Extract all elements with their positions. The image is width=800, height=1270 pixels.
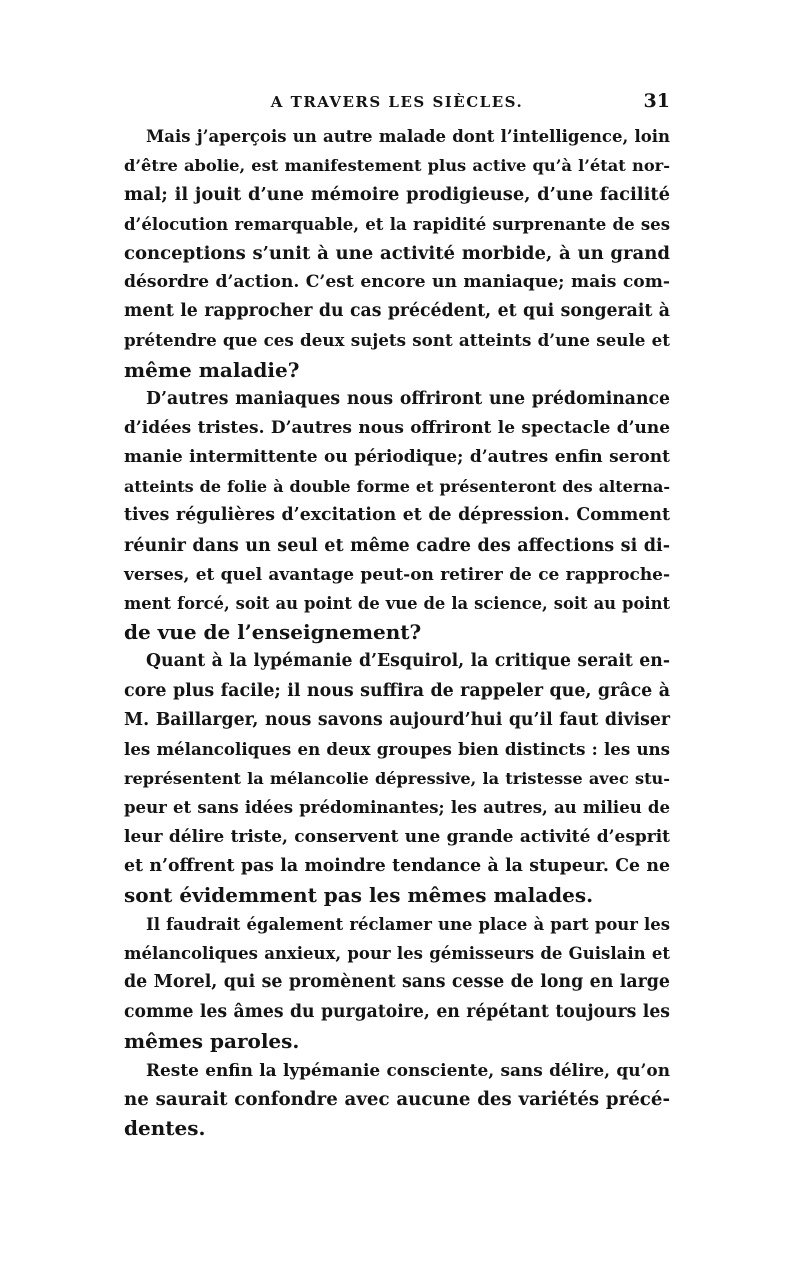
text-line: d’idées tristes. D’autres nous offriront le spectacle d’une: [124, 417, 670, 438]
text-line: mal; il jouit d’une mémoire prodigieuse, d’une facilité: [124, 184, 670, 206]
paragraph-4: [124, 910, 670, 1056]
text-line: mélancoliques anxieux, pour les gémisseurs de Guislain et: [124, 943, 670, 964]
text-line: d’élocution remarquable, et la rapidité surprenante de ses: [124, 213, 670, 234]
running-head: [124, 90, 670, 116]
text-line: représentent la mélancolie dépressive, la tristesse avec stu-: [124, 769, 670, 789]
text-line: leur délire triste, conservent une grande activité d’esprit: [124, 826, 670, 847]
text-line: et n’offrent pas la moindre tendance à la stupeur. Ce ne: [124, 855, 670, 876]
text-line: manie intermittente ou périodique; d’autres enfin seront: [124, 447, 670, 468]
text-line: de vue de l’enseignement?: [124, 620, 422, 645]
text-line: core plus facile; il nous suffira de rappeler que, grâce à: [124, 680, 670, 701]
text-line: d’être abolie, est manifestement plus active qu’à l’état nor-: [124, 156, 670, 176]
text-line: de Morel, qui se promènent sans cesse de long en large: [124, 972, 670, 993]
paragraph-1: [124, 122, 670, 385]
text-line: ne saurait confondre avec aucune des variétés précé-: [124, 1089, 670, 1111]
text-line: tives régulières d’excitation et de dépression. Comment: [124, 505, 670, 526]
running-title: A TRAVERS LES SIÈCLES.: [270, 93, 524, 111]
text-line: Quant à la lypémanie d’Esquirol, la critique serait en-: [146, 651, 670, 672]
text-line: D’autres maniaques nous offriront une prédominance: [146, 388, 670, 409]
text-line: réunir dans un seul et même cadre des affections si di-: [124, 534, 670, 556]
text-line: verses, et quel avantage peut-on retirer de ce rapproche-: [124, 563, 670, 584]
text-line: les mélancoliques en deux groupes bien distincts : les uns: [124, 738, 670, 759]
text-line: comme les âmes du purgatoire, en répétant toujours les: [124, 1001, 670, 1022]
body-text: [124, 122, 670, 1144]
text-line: ment forcé, soit au point de vue de la science, soit au point: [124, 594, 670, 613]
text-line: dentes.: [124, 1116, 206, 1141]
text-line: conceptions s’unit à une activité morbide, à un grand: [124, 242, 670, 264]
text-line: sont évidemment pas les mêmes malades.: [124, 882, 594, 907]
text-line: Reste enfin la lypémanie consciente, sans délire, qu’on: [146, 1060, 670, 1080]
paragraph-2: [124, 385, 670, 648]
text-line: M. Baillarger, nous savons aujourd’hui qu’il faut diviser: [124, 709, 670, 730]
paragraph-3: [124, 647, 670, 910]
text-line: ment le rapprocher du cas précédent, et qui songerait à: [124, 301, 670, 322]
text-line: peur et sans idées prédominantes; les autres, au milieu de: [124, 797, 670, 818]
text-line: désordre d’action. C’est encore un maniaque; mais com-: [124, 271, 670, 292]
text-line: même maladie?: [124, 357, 300, 382]
text-line: atteints de folie à double forme et présenteront des alterna-: [124, 477, 670, 497]
text-line: Mais j’aperçois un autre malade dont l’intelligence, loin: [146, 126, 670, 146]
text-line: prétendre que ces deux sujets sont atteints d’une seule et: [124, 330, 670, 351]
text-line: Il faudrait également réclamer une place à part pour les: [146, 915, 670, 935]
text-line: mêmes paroles.: [124, 1028, 300, 1053]
page-number: 31: [643, 90, 670, 112]
paragraph-5: [124, 1056, 670, 1144]
